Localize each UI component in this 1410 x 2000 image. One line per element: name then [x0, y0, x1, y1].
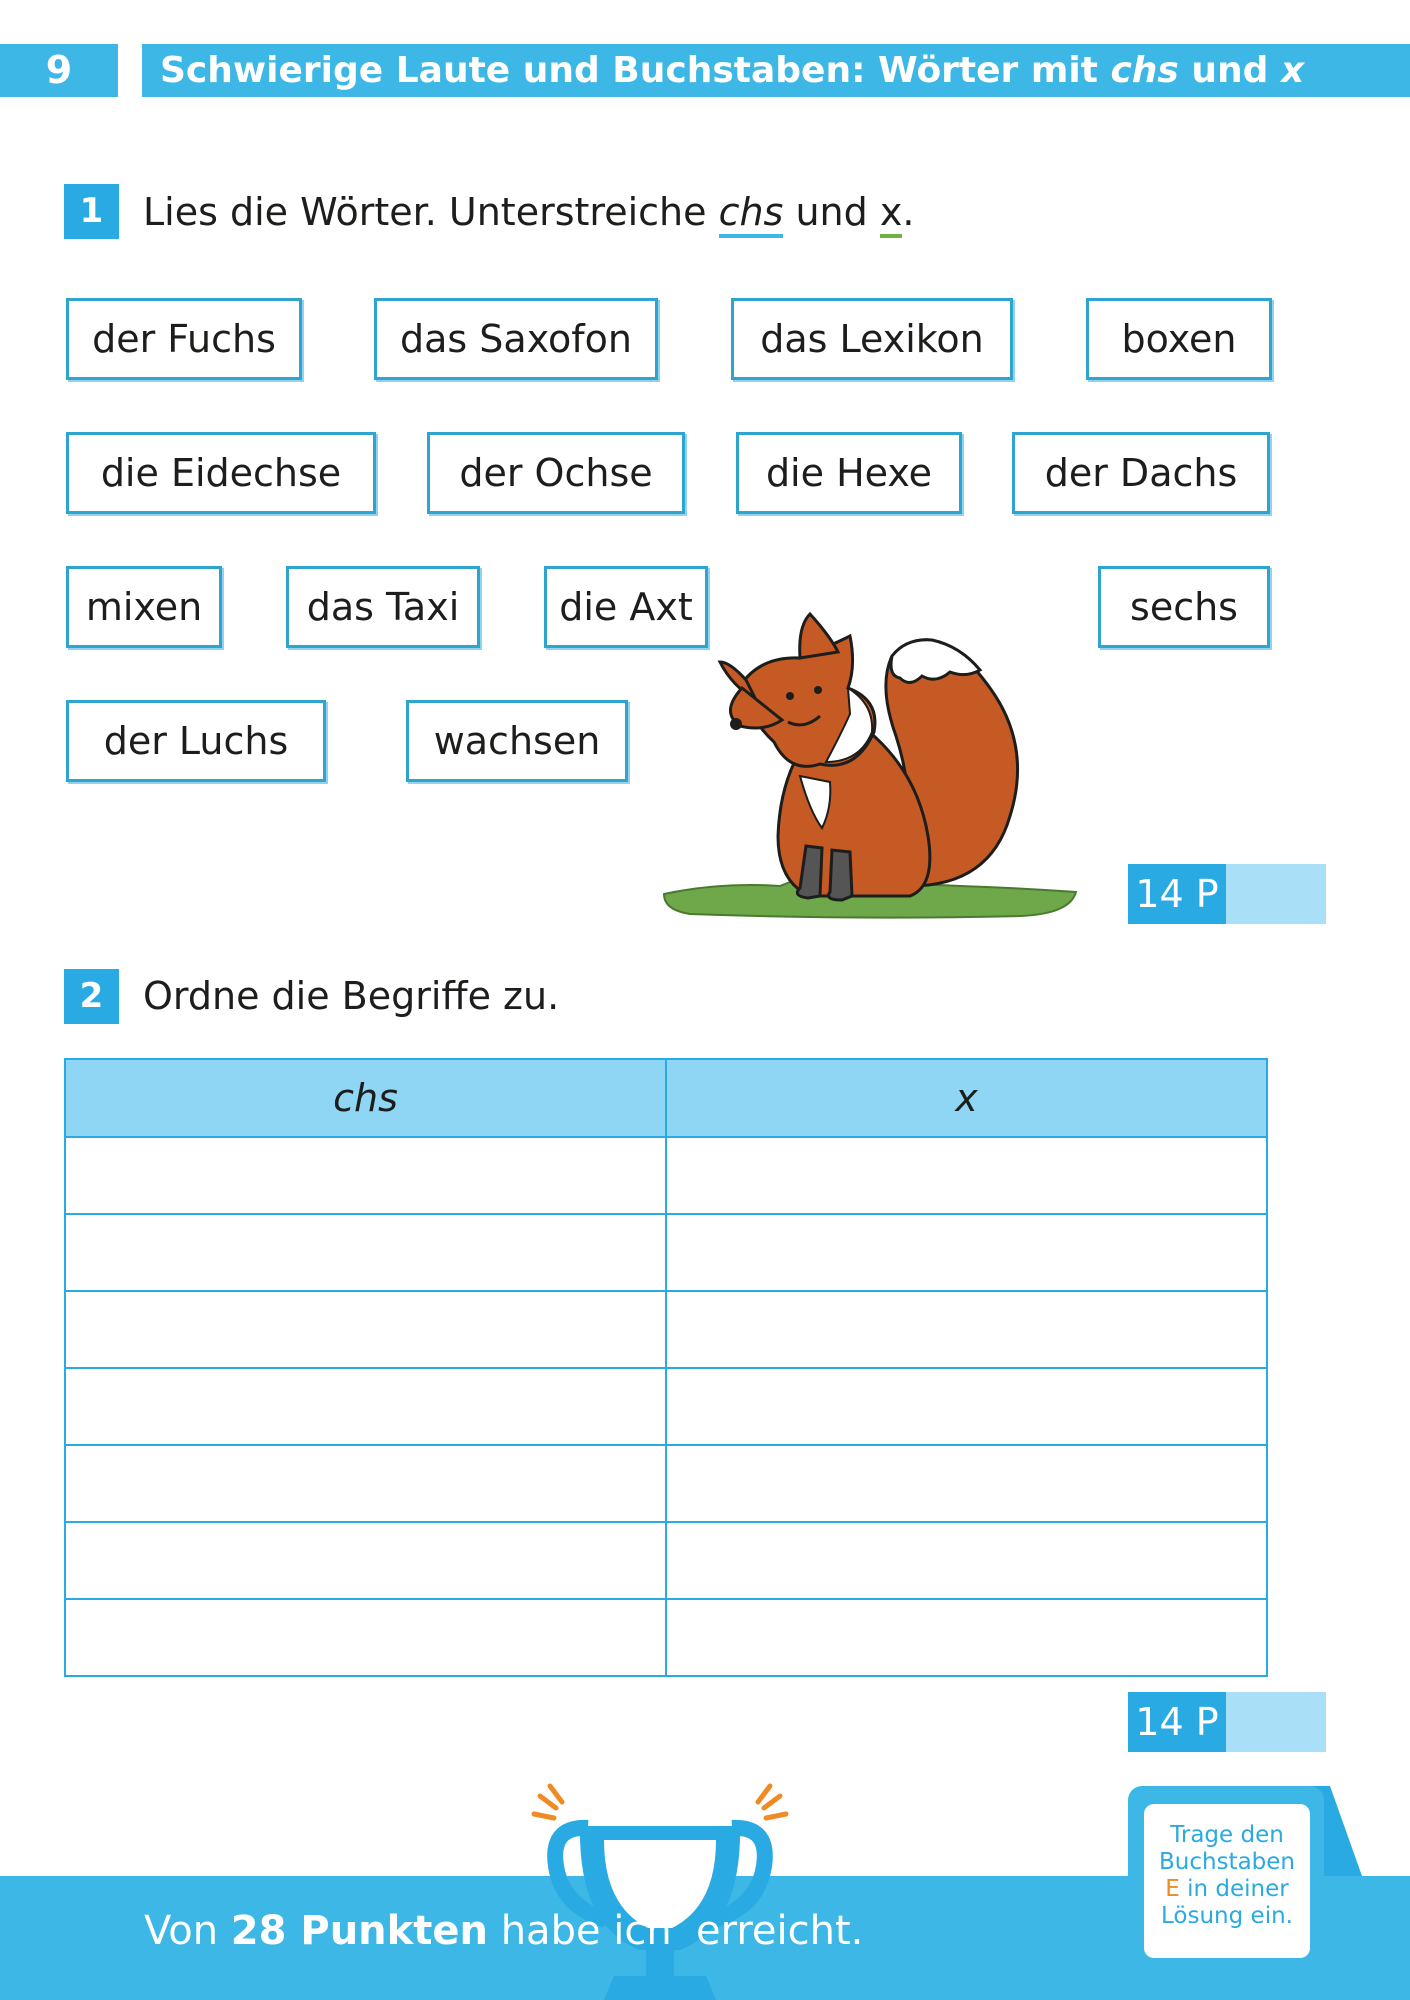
table-header-row [65, 1059, 1267, 1137]
table-row [65, 1599, 1267, 1676]
word-card[interactable]: der Dachs [1012, 432, 1270, 514]
table-row [65, 1214, 1267, 1291]
table-cell[interactable] [666, 1599, 1267, 1676]
table-row [65, 1368, 1267, 1445]
word-card[interactable]: die Hexe [736, 432, 962, 514]
task1-number: 1 [64, 184, 119, 239]
table-cell[interactable] [65, 1599, 666, 1676]
task1-points [1128, 864, 1326, 924]
footer-von: Von [144, 1908, 231, 1954]
table-cell[interactable] [666, 1291, 1267, 1368]
word-card[interactable]: mixen [66, 566, 222, 648]
hint-line1: Trage den [1170, 1822, 1284, 1848]
table-row [65, 1445, 1267, 1522]
fox-illustration [660, 596, 1080, 922]
table-row [65, 1291, 1267, 1368]
task1-points-label: 14 P [1128, 864, 1226, 924]
task1-instruction [143, 185, 914, 240]
word-card[interactable]: der Luchs [66, 700, 326, 782]
word-card[interactable]: die Eidechse [66, 432, 376, 514]
word-card[interactable]: der Ochse [427, 432, 685, 514]
title-chs: chs [1110, 50, 1179, 91]
footer-points-total: 28 Punkten [230, 1908, 488, 1954]
footer-text-end: erreicht. [696, 1908, 864, 1954]
hint-letter: E [1165, 1876, 1180, 1902]
word-card[interactable]: wachsen [406, 700, 628, 782]
word-card[interactable]: das Lexikon [731, 298, 1013, 380]
table-cell[interactable] [65, 1445, 666, 1522]
table-cell[interactable] [666, 1445, 1267, 1522]
hint-line3 [1144, 1876, 1310, 1903]
task1-chs: chs [719, 190, 784, 238]
table-cell[interactable] [65, 1291, 666, 1368]
hint-line3-rest: in deiner [1179, 1876, 1289, 1902]
page-title [160, 44, 1304, 97]
hint-box [1128, 1786, 1324, 1976]
task1-text-before: Lies die Wörter. Unterstreiche [143, 190, 719, 234]
title-x: x [1280, 50, 1305, 91]
table-cell[interactable] [65, 1522, 666, 1599]
word-card[interactable]: boxen [1086, 298, 1272, 380]
task1-und: und [783, 190, 880, 234]
footer-habe-ich: habe ich [487, 1908, 672, 1954]
footer-text-start [144, 1908, 672, 1954]
trophy-label: Punkte [618, 1870, 702, 1898]
word-card[interactable]: das Taxi [286, 566, 480, 648]
sorting-table [64, 1058, 1268, 1677]
table-cell[interactable] [666, 1368, 1267, 1445]
column-header-x: x [666, 1059, 1267, 1137]
hint-line2: Buchstaben [1158, 1849, 1295, 1875]
hint-line4: Lösung ein. [1161, 1903, 1293, 1929]
task1-x: x [880, 190, 903, 238]
task2-instruction: Ordne die Begriffe zu. [143, 974, 560, 1018]
page-number-box [0, 44, 118, 97]
table-cell[interactable] [666, 1522, 1267, 1599]
table-row [65, 1137, 1267, 1214]
word-card[interactable]: das Saxofon [374, 298, 658, 380]
task2-points [1128, 1692, 1326, 1752]
word-card[interactable]: die Axt [544, 566, 708, 648]
task2-number: 2 [64, 969, 119, 1024]
table-cell[interactable] [666, 1214, 1267, 1291]
task1-period: . [902, 190, 915, 234]
word-card[interactable]: sechs [1098, 566, 1270, 648]
title-und: und [1178, 50, 1281, 91]
page-title-bar [142, 44, 1410, 97]
title-prefix: Schwierige Laute und Buchstaben: Wörter mit [160, 50, 1111, 91]
page-number: 9 [45, 48, 73, 92]
table-cell[interactable] [65, 1368, 666, 1445]
table-cell[interactable] [666, 1137, 1267, 1214]
table-cell[interactable] [65, 1214, 666, 1291]
hint-box-inner [1144, 1804, 1310, 1958]
task2-points-label: 14 P [1128, 1692, 1226, 1752]
word-card[interactable]: der Fuchs [66, 298, 302, 380]
table-cell[interactable] [65, 1137, 666, 1214]
column-header-chs: chs [65, 1059, 666, 1137]
table-row [65, 1522, 1267, 1599]
